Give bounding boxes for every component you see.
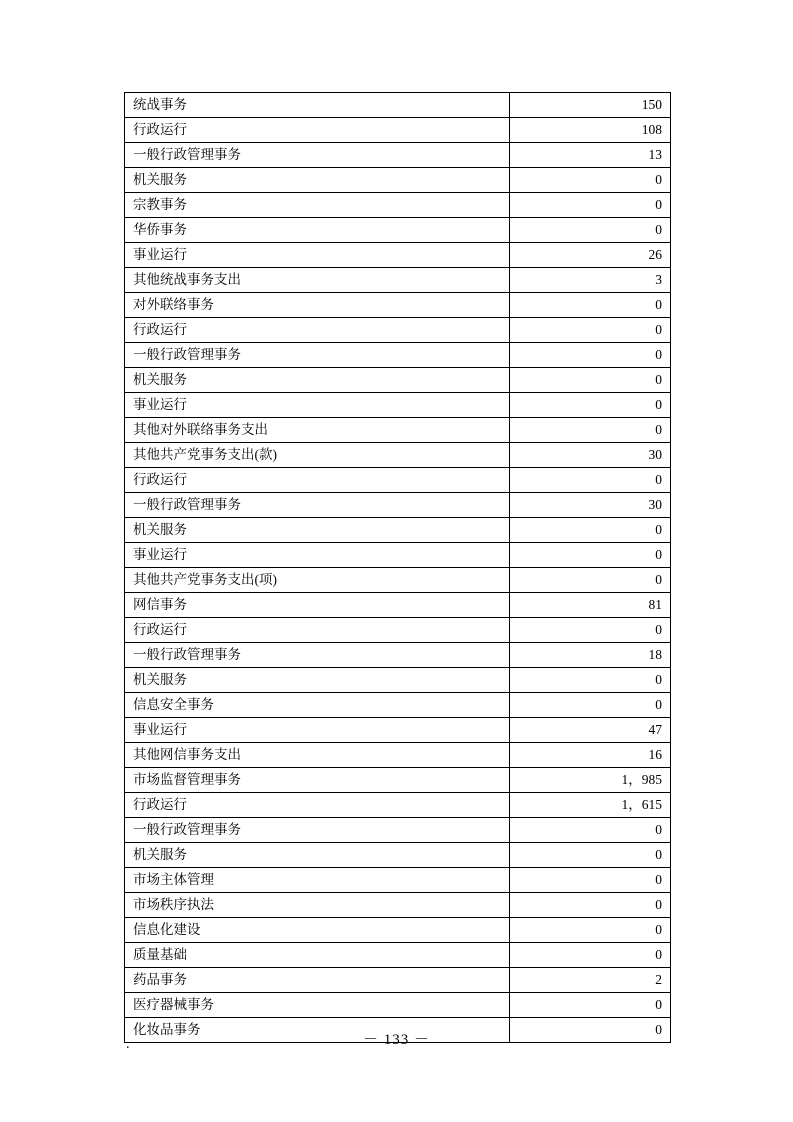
row-item-name: 机关服务 — [125, 368, 510, 393]
row-item-value: 0 — [510, 368, 671, 393]
row-item-value: 13 — [510, 143, 671, 168]
table-row — [125, 818, 671, 843]
table-row — [125, 368, 671, 393]
row-item-value: 0 — [510, 568, 671, 593]
row-item-name: 其他统战事务支出 — [125, 268, 510, 293]
row-item-value: 1，615 — [510, 793, 671, 818]
row-item-value: 0 — [510, 893, 671, 918]
row-item-name: 行政运行 — [125, 468, 510, 493]
table-row — [125, 793, 671, 818]
row-item-name: 统战事务 — [125, 93, 510, 118]
table-row — [125, 743, 671, 768]
row-item-value: 26 — [510, 243, 671, 268]
table-row — [125, 393, 671, 418]
table-row — [125, 318, 671, 343]
row-item-name: 其他对外联络事务支出 — [125, 418, 510, 443]
row-item-value: 16 — [510, 743, 671, 768]
row-item-value: 0 — [510, 343, 671, 368]
row-item-value: 0 — [510, 618, 671, 643]
row-item-name: 宗教事务 — [125, 193, 510, 218]
table-row — [125, 643, 671, 668]
row-item-value: 81 — [510, 593, 671, 618]
row-item-name: 机关服务 — [125, 668, 510, 693]
row-item-name: 一般行政管理事务 — [125, 343, 510, 368]
row-item-value: 0 — [510, 693, 671, 718]
row-item-name: 行政运行 — [125, 318, 510, 343]
row-item-name: 一般行政管理事务 — [125, 143, 510, 168]
table-row — [125, 418, 671, 443]
row-item-name: 市场秩序执法 — [125, 893, 510, 918]
table-row — [125, 993, 671, 1018]
row-item-value: 0 — [510, 918, 671, 943]
row-item-name: 药品事务 — [125, 968, 510, 993]
row-item-name: 市场监督管理事务 — [125, 768, 510, 793]
table-row — [125, 943, 671, 968]
row-item-value: 1，985 — [510, 768, 671, 793]
row-item-value: 0 — [510, 293, 671, 318]
row-item-value: 0 — [510, 543, 671, 568]
corner-mark: . — [126, 1037, 130, 1052]
row-item-name: 机关服务 — [125, 518, 510, 543]
row-item-value: 0 — [510, 168, 671, 193]
row-item-name: 网信事务 — [125, 593, 510, 618]
table-row — [125, 268, 671, 293]
table-row — [125, 93, 671, 118]
table-row — [125, 768, 671, 793]
row-item-name: 行政运行 — [125, 618, 510, 643]
row-item-value: 0 — [510, 418, 671, 443]
row-item-name: 华侨事务 — [125, 218, 510, 243]
row-item-name: 一般行政管理事务 — [125, 493, 510, 518]
table-row — [125, 618, 671, 643]
row-item-value: 0 — [510, 943, 671, 968]
row-item-name: 信息安全事务 — [125, 693, 510, 718]
row-item-value: 0 — [510, 668, 671, 693]
row-item-name: 行政运行 — [125, 793, 510, 818]
row-item-name: 对外联络事务 — [125, 293, 510, 318]
table-row — [125, 568, 671, 593]
row-item-value: 2 — [510, 968, 671, 993]
row-item-name: 其他网信事务支出 — [125, 743, 510, 768]
row-item-name: 行政运行 — [125, 118, 510, 143]
row-item-name: 其他共产党事务支出(款) — [125, 443, 510, 468]
row-item-name: 机关服务 — [125, 843, 510, 868]
row-item-value: 3 — [510, 268, 671, 293]
row-item-value: 30 — [510, 493, 671, 518]
row-item-value: 0 — [510, 393, 671, 418]
table-row — [125, 218, 671, 243]
row-item-name: 市场主体管理 — [125, 868, 510, 893]
row-item-value: 108 — [510, 118, 671, 143]
table-row — [125, 693, 671, 718]
row-item-name: 化妆品事务 — [125, 1018, 510, 1043]
table-body — [125, 93, 671, 1043]
row-item-name: 事业运行 — [125, 543, 510, 568]
table-row — [125, 918, 671, 943]
row-item-name: 一般行政管理事务 — [125, 643, 510, 668]
table-row — [125, 443, 671, 468]
table-row — [125, 118, 671, 143]
row-item-value: 30 — [510, 443, 671, 468]
table-row — [125, 593, 671, 618]
row-item-value: 0 — [510, 843, 671, 868]
row-item-value: 0 — [510, 468, 671, 493]
table-row — [125, 868, 671, 893]
row-item-name: 其他共产党事务支出(项) — [125, 568, 510, 593]
table-row — [125, 168, 671, 193]
table-row — [125, 543, 671, 568]
row-item-value: 0 — [510, 1018, 671, 1043]
row-item-value: 0 — [510, 318, 671, 343]
table-row — [125, 193, 671, 218]
row-item-name: 事业运行 — [125, 393, 510, 418]
row-item-value: 0 — [510, 518, 671, 543]
table-row — [125, 668, 671, 693]
row-item-name: 事业运行 — [125, 243, 510, 268]
table-row — [125, 893, 671, 918]
table-row — [125, 518, 671, 543]
row-item-name: 一般行政管理事务 — [125, 818, 510, 843]
row-item-name: 医疗器械事务 — [125, 993, 510, 1018]
table-row — [125, 718, 671, 743]
table-row — [125, 843, 671, 868]
row-item-value: 18 — [510, 643, 671, 668]
budget-expenditure-table — [124, 92, 671, 1043]
table-row — [125, 293, 671, 318]
row-item-value: 0 — [510, 193, 671, 218]
table-row — [125, 243, 671, 268]
row-item-value: 0 — [510, 868, 671, 893]
table-row — [125, 143, 671, 168]
row-item-value: 0 — [510, 993, 671, 1018]
row-item-name: 机关服务 — [125, 168, 510, 193]
row-item-value: 0 — [510, 218, 671, 243]
table-row — [125, 493, 671, 518]
row-item-name: 质量基础 — [125, 943, 510, 968]
row-item-value: 47 — [510, 718, 671, 743]
row-item-name: 信息化建设 — [125, 918, 510, 943]
table-row — [125, 468, 671, 493]
row-item-value: 150 — [510, 93, 671, 118]
row-item-name: 事业运行 — [125, 718, 510, 743]
page-number: － 133 － — [362, 1032, 430, 1048]
table-row — [125, 968, 671, 993]
row-item-value: 0 — [510, 818, 671, 843]
table-row — [125, 343, 671, 368]
